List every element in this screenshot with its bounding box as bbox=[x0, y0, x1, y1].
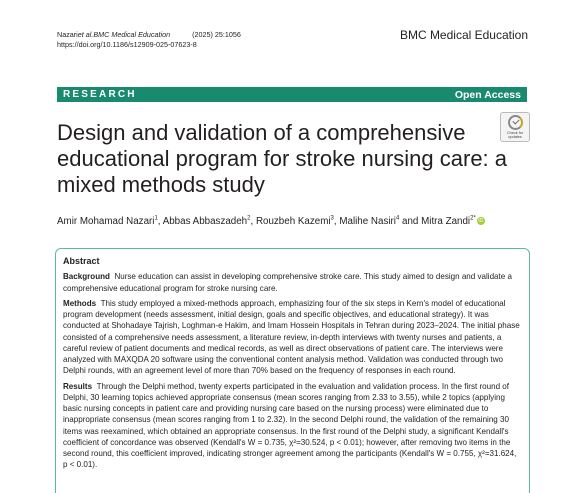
article-type-banner bbox=[57, 87, 527, 102]
author-name[interactable]: Abbas Abbaszadeh bbox=[162, 216, 248, 227]
citation-authors: Nazari bbox=[57, 30, 78, 39]
check-for-updates-icon bbox=[508, 115, 523, 130]
author-affiliation: 2 bbox=[247, 215, 251, 222]
citation-journal: BMC Medical Education bbox=[93, 30, 171, 39]
abstract-box bbox=[55, 248, 530, 493]
journal-name: BMC Medical Education bbox=[399, 28, 528, 42]
background-label: Background bbox=[63, 272, 110, 282]
author-affiliation: 4 bbox=[395, 215, 400, 222]
article-title: Design and validation of a comprehensive educational program for stroke nursing care: a mixed methods study bbox=[57, 120, 508, 197]
abstract-methods bbox=[63, 298, 523, 377]
abstract-background bbox=[63, 271, 523, 294]
author-list: Amir Mohamad Nazari$^1$, Abbas Abbaszadeh$^2$, Rouzbeh Kazemi$^3$, Malihe Nasiri$^4$ and Mitra Zandi$^{2*}$ iD bbox=[57, 215, 484, 227]
author-name[interactable]: Malihe Nasiri bbox=[339, 216, 396, 227]
citation-year: (2025) 25:1056 bbox=[192, 30, 241, 39]
citation-etal: et al. bbox=[77, 30, 94, 39]
results-label: Results bbox=[63, 381, 93, 391]
abstract-results bbox=[63, 381, 523, 471]
citation-line bbox=[57, 30, 241, 40]
methods-label: Methods bbox=[63, 298, 97, 308]
background-text: Nurse education can assist in developing comprehensive stroke care. This study aimed to design and validate a comprehensive educational program for stroke nursing care. bbox=[63, 272, 512, 293]
author-name[interactable]: Amir Mohamad Nazari bbox=[57, 216, 155, 227]
orcid-icon[interactable]: iD bbox=[478, 218, 484, 225]
open-access-label: Open Access bbox=[454, 88, 521, 101]
author-affiliation: 3 bbox=[330, 215, 334, 222]
author-name[interactable]: Mitra Zandi bbox=[421, 216, 471, 227]
author-name[interactable]: Rouzbeh Kazemi bbox=[255, 216, 331, 227]
author-affiliation: 2* bbox=[470, 215, 476, 222]
article-type-label: RESEARCH bbox=[63, 89, 137, 100]
doi-link[interactable]: https://doi.org/10.1186/s12909-025-07623-8 bbox=[57, 40, 197, 49]
results-text: Through the Delphi method, twenty experts participated in the evaluation and validation process. In the first round of Delphi, 30 learning topics achieved appropriate consensus (mean scores ranging from 2.33 to 3.55), while 2 topics (applying basic nursing concepts in patient care and providing nursing care based on the nursing process) were eliminated due to inappropriate consensus (mean scores ranging from 1 to 2.32). In the second Delphi round, the validation of the remaining 30 items was reexamined, which obtained an appropriate consensus. In the first round of the Delphi study, a significant Kendall's coefficient of concordance was observed (Kendall's W = 0.735, χ²=30.524, p < 0.01); however, after removing two items in the second round, this coefficient improved, indicating stronger agreement among the participants (Kendall's W = 0.755, χ²=31.624, p < 0.01). bbox=[63, 381, 517, 470]
citation-header bbox=[57, 30, 241, 50]
methods-text: This study employed a mixed-methods approach, emphasizing four of the six steps in Kern's model of educational program development (needs assessment, initial design, goals and specific objectives, and educational strategy). It was conducted at Shohadaye Tajrish, Loghman-e Hakim, and Imam Hossein Hospitals in Tehran during 2023–2024. The initial phase consisted of a comprehensive needs assessment, a literature review, in-depth interviews with twenty nurses and patients, a careful review of patient documents and medical records, as well as direct observations of patient care. The interviews were analyzed with MAXQDA 20 software using the conventional content analysis method. Validation was conducted through two Delphi rounds, with an agreement level of more than 70% based on the frequency of responses in each round. bbox=[63, 298, 520, 376]
abstract-heading: Abstract bbox=[63, 256, 100, 266]
author-affiliation: 1 bbox=[154, 215, 158, 222]
check-for-updates-text: Check for updates bbox=[506, 131, 524, 140]
